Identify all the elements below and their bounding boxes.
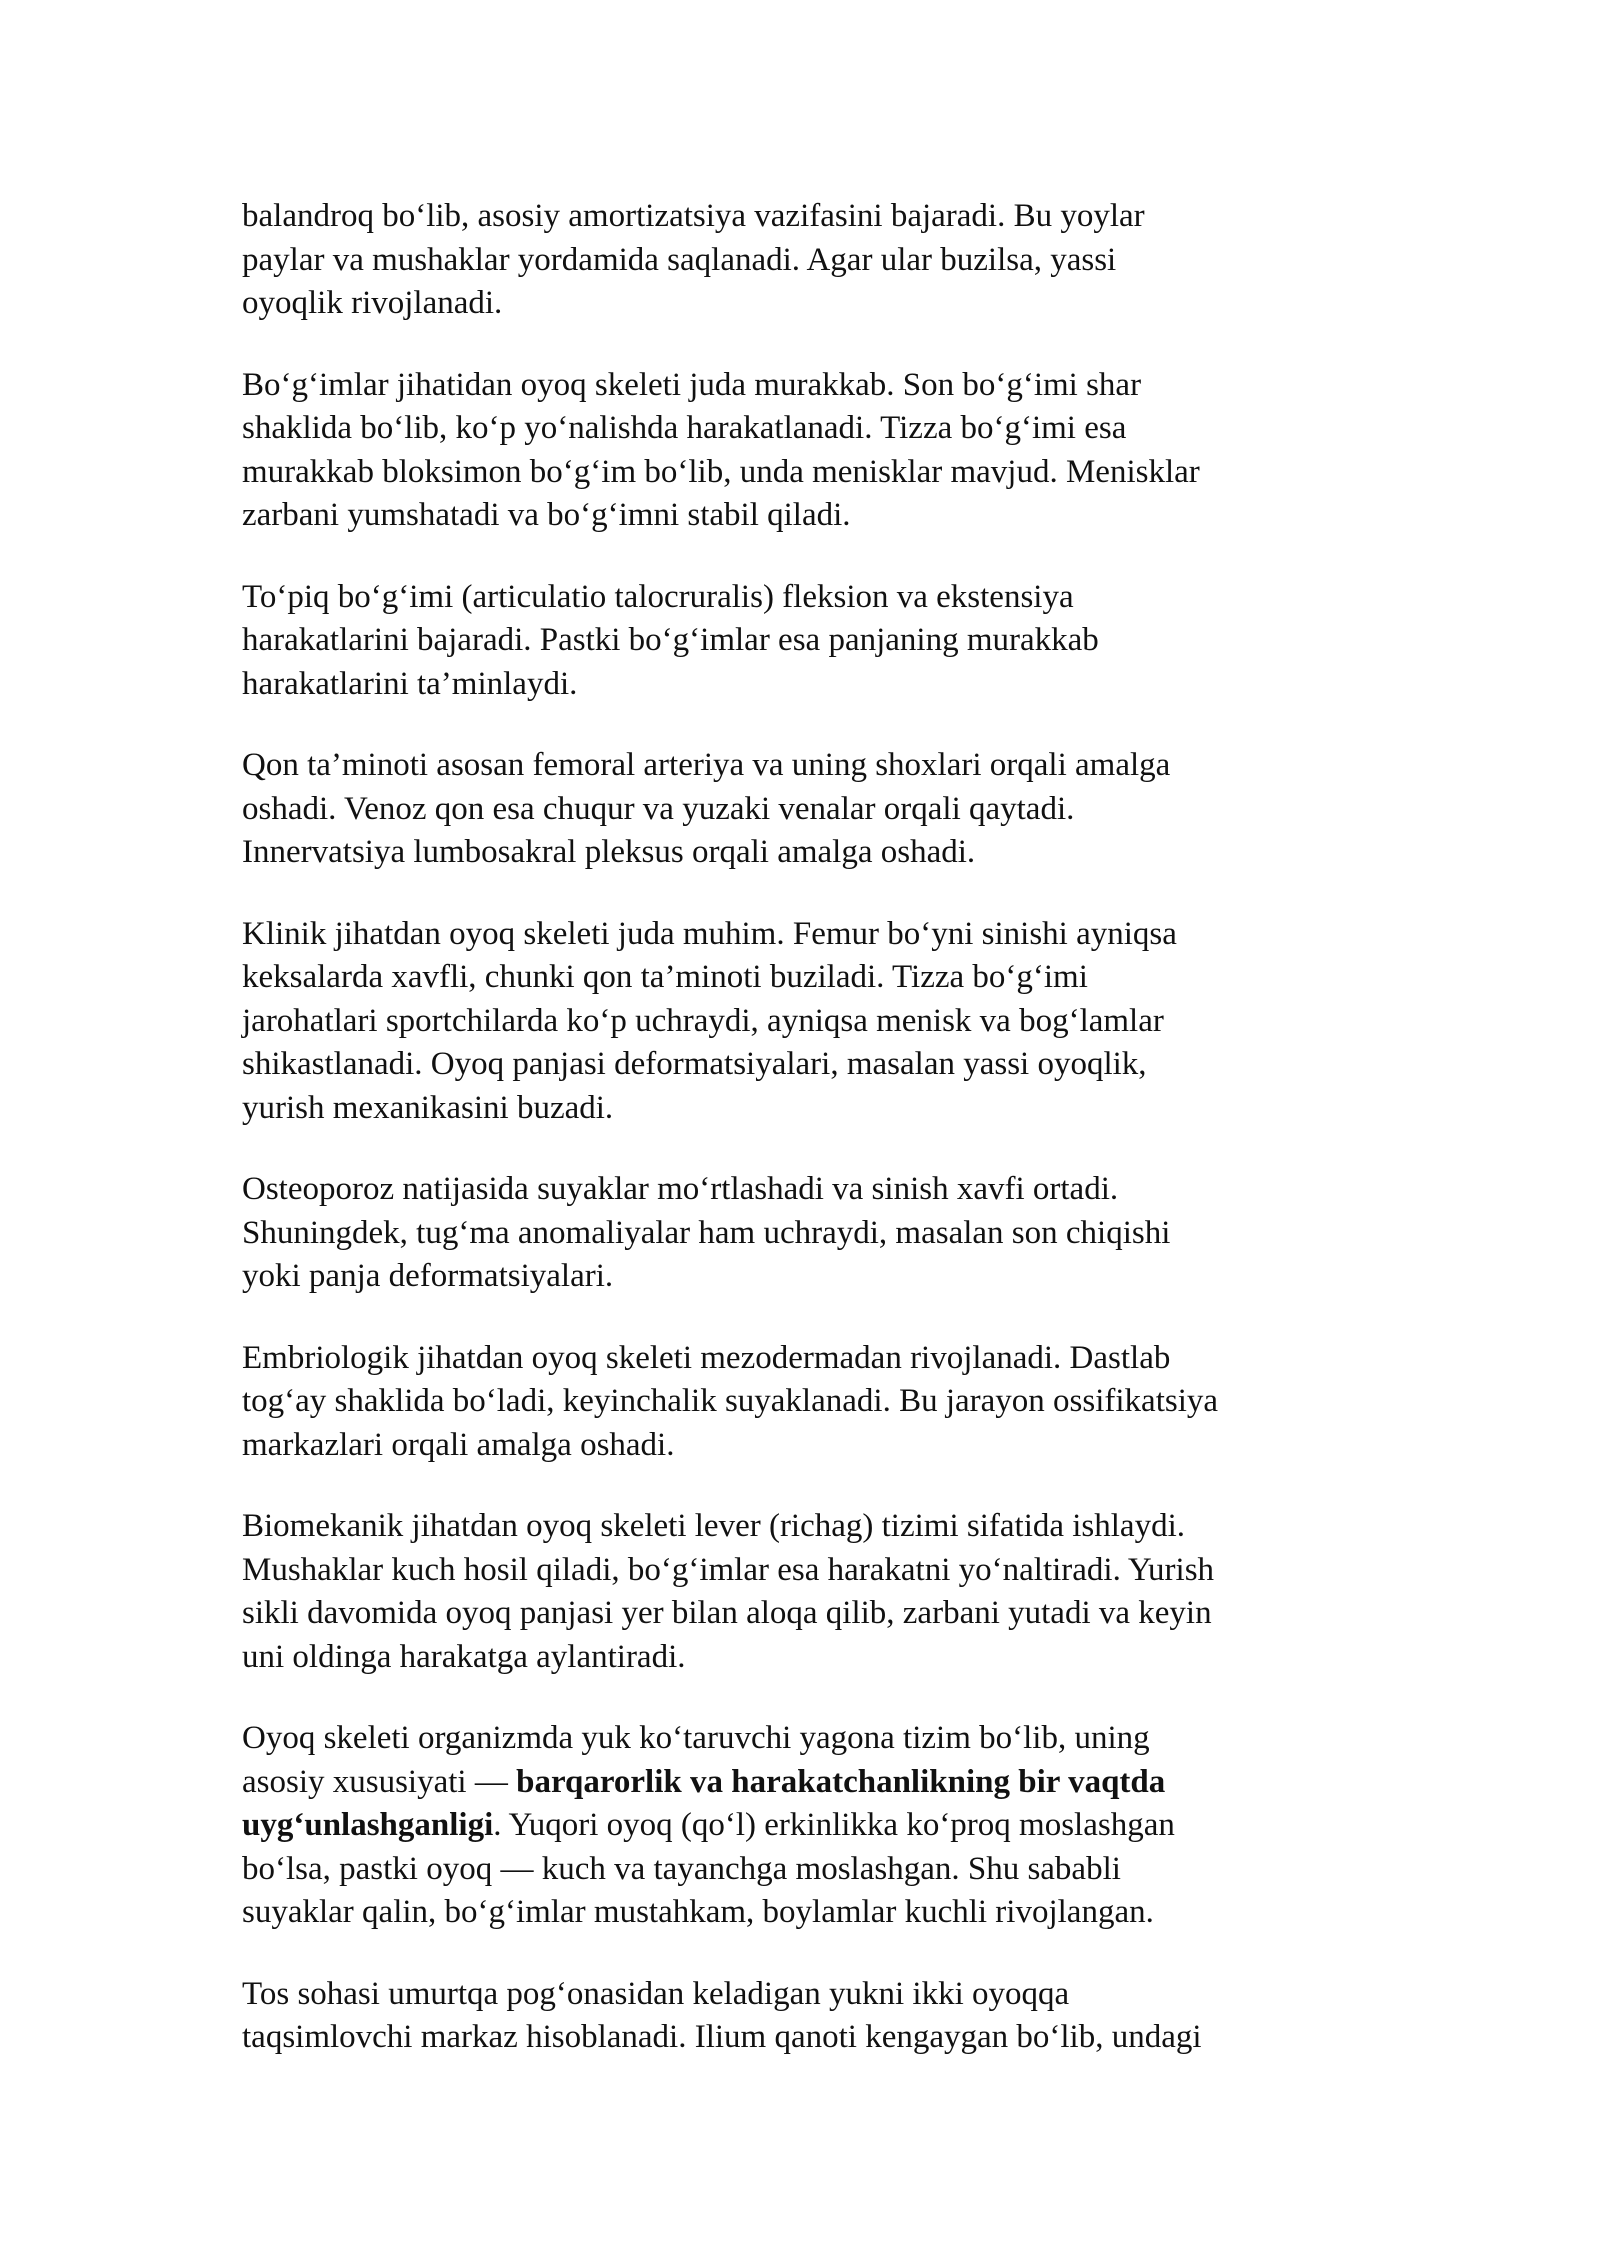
- paragraph: [242, 576, 1372, 707]
- text-line: murakkab bloksimon bo‘g‘im bo‘lib, unda menisklar mavjud. Menisklar: [242, 453, 1200, 490]
- text-line: taqsimlovchi markaz hisoblanadi. Ilium qanoti kengaygan bo‘lib, undagi: [242, 2019, 1202, 2055]
- text-line: paylar va mushaklar yordamida saqlanadi. Agar ular buzilsa, yassi: [242, 241, 1117, 278]
- bold-phrase: uyg‘unlashganligi: [242, 1807, 494, 1843]
- paragraph: [242, 744, 1372, 875]
- text-line: shikastlanadi. Oyoq panjasi deformatsiyalari, masalan yassi oyoqlik,: [242, 1046, 1147, 1082]
- text-line: harakatlarini ta’minlaydi.: [242, 665, 578, 702]
- paragraph: [242, 195, 1372, 326]
- text-line: zarbani yumshatadi va bo‘g‘imni stabil qiladi.: [242, 497, 851, 533]
- text-line: keksalarda xavfli, chunki qon ta’minoti buziladi. Tizza bo‘g‘imi: [242, 959, 1088, 995]
- text-line: yurish mexanikasini buzadi.: [242, 1089, 614, 1126]
- text-line: balandroq bo‘lib, asosiy amortizatsiya vazifasini bajaradi. Bu yoylar: [242, 198, 1145, 234]
- text-line: Shuningdek, tug‘ma anomaliyalar ham uchraydi, masalan son chiqishi: [242, 1214, 1171, 1251]
- text-line: Biomekanik jihatdan oyoq skeleti lever (richag) tizimi sifatida ishlaydi.: [242, 1508, 1185, 1544]
- text-line: bo‘lsa, pastki oyoq — kuch va tayanchga moslashgan. Shu sababli: [242, 1850, 1121, 1887]
- text-line: Klinik jihatdan oyoq skeleti juda muhim. Femur bo‘yni sinishi ayniqsa: [242, 915, 1177, 952]
- text-line: Innervatsiya lumbosakral pleksus orqali amalga oshadi.: [242, 834, 976, 870]
- text-line: Bo‘g‘imlar jihatidan oyoq skeleti juda murakkab. Son bo‘g‘imi shar: [242, 366, 1142, 403]
- paragraph: [242, 1168, 1372, 1299]
- text-line: Oyoq skeleti organizmda yuk ko‘taruvchi yagona tizim bo‘lib, uning: [242, 1720, 1150, 1756]
- paragraph: [242, 1973, 1372, 2060]
- paragraph: [242, 1505, 1372, 1679]
- document-body: [242, 195, 1372, 2060]
- text-line: Embriologik jihatdan oyoq skeleti mezodermadan rivojlanadi. Dastlab: [242, 1339, 1171, 1376]
- text-line: harakatlarini bajaradi. Pastki bo‘g‘imlar esa panjaning murakkab: [242, 622, 1099, 658]
- text-line: markazlari orqali amalga oshadi.: [242, 1426, 675, 1463]
- text-line: yoki panja deformatsiyalari.: [242, 1258, 614, 1294]
- text-line: shaklida bo‘lib, ko‘p yo‘nalishda harakatlanadi. Tizza bo‘g‘imi esa: [242, 410, 1127, 446]
- paragraph: [242, 1717, 1372, 1935]
- text-line: tog‘ay shaklida bo‘ladi, keyinchalik suyaklanadi. Bu jarayon ossifikatsiya: [242, 1383, 1219, 1419]
- text-run: asosiy xususiyati —: [242, 1763, 517, 1800]
- bold-phrase: barqarorlik va harakatchanlikning bir vaqtda: [516, 1763, 1166, 1800]
- text-line: Mushaklar kuch hosil qiladi, bo‘g‘imlar esa harakatni yo‘naltiradi. Yurish: [242, 1551, 1215, 1588]
- text-line: Qon ta’minoti asosan femoral arteriya va uning shoxlari orqali amalga: [242, 747, 1171, 783]
- text-line: Osteoporoz natijasida suyaklar mo‘rtlashadi va sinish xavfi ortadi.: [242, 1171, 1119, 1207]
- text-line: oshadi. Venoz qon esa chuqur va yuzaki venalar orqali qaytadi.: [242, 790, 1075, 827]
- paragraph: [242, 364, 1372, 538]
- text-line: oyoqlik rivojlanadi.: [242, 285, 503, 321]
- text-line: uni oldinga harakatga aylantiradi.: [242, 1638, 686, 1675]
- paragraph: [242, 1337, 1372, 1468]
- text-line: sikli davomida oyoq panjasi yer bilan aloqa qilib, zarbani yutadi va keyin: [242, 1595, 1212, 1631]
- text-line: jarohatlari sportchilarda ko‘p uchraydi, ayniqsa menisk va bog‘lamlar: [242, 1002, 1164, 1039]
- text-line: suyaklar qalin, bo‘g‘imlar mustahkam, boylamlar kuchli rivojlangan.: [242, 1894, 1154, 1930]
- text-run: . Yuqori oyoq (qo‘l) erkinlikka ko‘proq moslashgan: [493, 1807, 1175, 1843]
- text-line: Tos sohasi umurtqa pog‘onasidan keladigan yukni ikki oyoqqa: [242, 1975, 1070, 2012]
- text-line: To‘piq bo‘g‘imi (articulatio talocruralis) fleksion va ekstensiya: [242, 578, 1074, 615]
- paragraph: [242, 913, 1372, 1131]
